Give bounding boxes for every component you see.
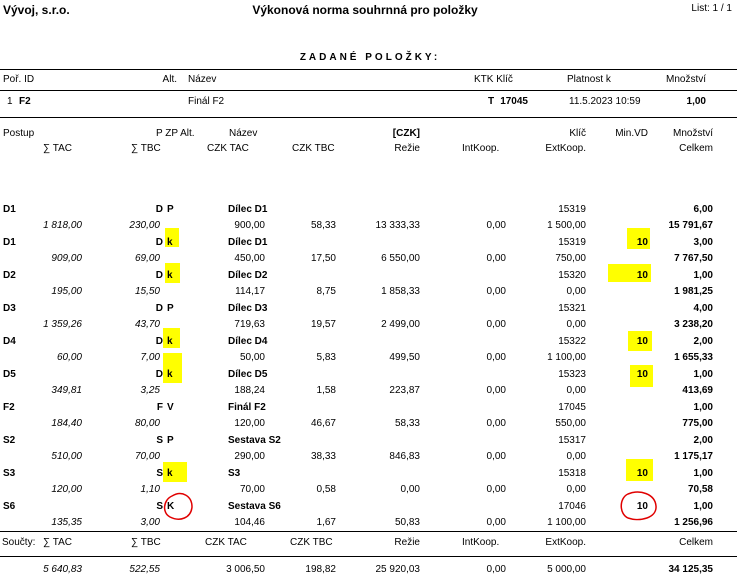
col-rezie: Režie: [394, 143, 420, 154]
row-mnozstvi: 1,00: [693, 468, 713, 479]
row-klic: 15320: [558, 270, 586, 281]
row-intkoop: 0,00: [486, 220, 506, 231]
row-tac: 60,00: [56, 352, 82, 363]
row-nazev: Dílec D2: [228, 270, 268, 281]
row-zp: P: [167, 204, 174, 215]
row-czk-tbc: 38,33: [310, 451, 336, 462]
row-czk-tac: 114,17: [235, 286, 265, 297]
row-zp: k: [167, 270, 173, 281]
row-mnozstvi: 1,00: [693, 402, 713, 413]
row-rezie: 58,33: [394, 418, 420, 429]
row-tbc: 70,00: [134, 451, 160, 462]
row-p: S: [156, 468, 163, 479]
row-extkoop: 1 100,00: [547, 517, 586, 528]
col-ktk-klic: KTK Klíč: [474, 74, 513, 85]
row-tbc: 7,00: [140, 352, 160, 363]
row-czk-tac: 70,00: [239, 484, 265, 495]
col-mnozstvi-detail: Množství: [672, 128, 713, 139]
row-czk-tac: 188,24: [234, 385, 265, 396]
row-celkem: 1 256,96: [674, 517, 713, 528]
totals-tbc: 522,55: [129, 564, 160, 575]
row-p: F: [156, 402, 163, 413]
divider: [0, 531, 737, 532]
col-intkoop: IntKoop.: [462, 143, 500, 154]
row-celkem: 70,58: [687, 484, 713, 495]
col-postup: Postup: [3, 128, 35, 139]
row-zp: K: [167, 501, 175, 512]
totals-czk-tac-label: CZK TAC: [205, 537, 247, 548]
col-nazev-detail: Název: [229, 128, 258, 139]
row-tbc: 1,10: [140, 484, 160, 495]
row-tac: 510,00: [51, 451, 82, 462]
row-klic: 15319: [558, 237, 586, 248]
row-czk-tac: 290,00: [234, 451, 265, 462]
row-czk-tac: 900,00: [234, 220, 265, 231]
row-czk-tbc: 8,75: [316, 286, 336, 297]
row-czk-tac: 450,00: [234, 253, 265, 264]
row-postup: S3: [3, 468, 16, 479]
totals-celkem-label: Celkem: [679, 537, 713, 548]
row-tac: 184,40: [51, 418, 82, 429]
row-klic: 15323: [558, 369, 586, 380]
row-tbc: 230,00: [129, 220, 160, 231]
row-postup: S2: [3, 435, 16, 446]
row-postup: D1: [3, 204, 16, 215]
row-intkoop: 0,00: [486, 484, 506, 495]
row-tac: 349,81: [51, 385, 82, 396]
row-tac: 909,00: [51, 253, 82, 264]
totals-sum-tac-label: ∑ TAC: [43, 537, 72, 548]
row-czk-tac: 104,46: [234, 517, 265, 528]
col-czk-tac: CZK TAC: [207, 143, 249, 154]
row-rezie: 0,00: [400, 484, 420, 495]
row-tac: 135,35: [51, 517, 82, 528]
divider: [0, 117, 737, 118]
totals-rezie: 25 920,03: [375, 564, 420, 575]
item-id: F2: [19, 96, 31, 107]
row-mnozstvi: 1,00: [693, 501, 713, 512]
row-rezie: 13 333,33: [375, 220, 420, 231]
row-zp: P: [167, 435, 174, 446]
totals-sum-tbc-label: ∑ TBC: [131, 537, 161, 548]
totals-czk-tbc: 198,82: [305, 564, 336, 575]
row-extkoop: 1 500,00: [547, 220, 586, 231]
row-p: D: [155, 270, 163, 281]
row-p: S: [156, 501, 163, 512]
row-intkoop: 0,00: [486, 253, 506, 264]
row-czk-tbc: 1,58: [316, 385, 336, 396]
row-celkem: 15 791,67: [668, 220, 713, 231]
row-rezie: 223,87: [389, 385, 420, 396]
row-nazev: Dílec D1: [228, 204, 268, 215]
totals-rezie-label: Režie: [394, 537, 420, 548]
row-extkoop: 1 100,00: [547, 352, 586, 363]
row-nazev: Finál F2: [228, 402, 266, 413]
row-klic: 17045: [558, 402, 586, 413]
col-sum-tbc: ∑ TBC: [131, 143, 161, 154]
row-klic: 15318: [558, 468, 586, 479]
row-nazev: Dílec D1: [228, 237, 268, 248]
item-klic: 17045: [500, 96, 528, 107]
col-czk: [CZK]: [392, 128, 420, 139]
totals-intkoop: 0,00: [486, 564, 506, 575]
row-intkoop: 0,00: [486, 319, 506, 330]
row-mnozstvi: 4,00: [693, 303, 713, 314]
row-postup: D2: [3, 270, 16, 281]
row-extkoop: 750,00: [555, 253, 586, 264]
row-czk-tbc: 1,67: [316, 517, 336, 528]
row-tbc: 3,00: [140, 517, 160, 528]
row-extkoop: 0,00: [566, 319, 586, 330]
row-rezie: 846,83: [389, 451, 420, 462]
row-tac: 1 818,00: [43, 220, 82, 231]
divider: [0, 90, 737, 91]
col-extkoop: ExtKoop.: [545, 143, 586, 154]
col-celkem: Celkem: [679, 143, 713, 154]
row-tbc: 80,00: [134, 418, 160, 429]
row-czk-tbc: 17,50: [310, 253, 336, 264]
col-czk-tbc: CZK TBC: [292, 143, 335, 154]
row-tbc: 15,50: [134, 286, 160, 297]
row-mnozstvi: 1,00: [693, 369, 713, 380]
row-minvd: 10: [636, 369, 648, 380]
totals-czk-tac: 3 006,50: [226, 564, 265, 575]
divider: [0, 556, 737, 557]
totals-label: Součty:: [2, 537, 36, 548]
row-nazev: Sestava S6: [228, 501, 281, 512]
col-p-zp-alt: P ZP Alt.: [156, 128, 195, 139]
row-celkem: 1 655,33: [674, 352, 713, 363]
row-zp: V: [167, 402, 174, 413]
row-mnozstvi: 3,00: [693, 237, 713, 248]
row-czk-tbc: 46,67: [310, 418, 336, 429]
row-p: D: [155, 237, 163, 248]
col-sum-tac: ∑ TAC: [43, 143, 72, 154]
row-zp: k: [167, 336, 173, 347]
row-czk-tbc: 58,33: [310, 220, 336, 231]
row-intkoop: 0,00: [486, 517, 506, 528]
row-tac: 195,00: [51, 286, 82, 297]
row-minvd: 10: [636, 468, 648, 479]
col-platnost: Platnost k: [567, 74, 611, 85]
row-p: S: [156, 435, 163, 446]
row-celkem: 413,69: [682, 385, 713, 396]
row-czk-tbc: 0,58: [316, 484, 336, 495]
row-tbc: 69,00: [134, 253, 160, 264]
row-czk-tac: 120,00: [234, 418, 265, 429]
totals-intkoop-label: IntKoop.: [462, 537, 500, 548]
totals-celkem: 34 125,35: [668, 564, 713, 575]
row-nazev: Dílec D4: [228, 336, 268, 347]
company-name: Vývoj, s.r.o.: [3, 3, 70, 17]
row-extkoop: 0,00: [566, 286, 586, 297]
row-p: D: [155, 369, 163, 380]
row-nazev: Dílec D3: [228, 303, 268, 314]
row-mnozstvi: 2,00: [693, 435, 713, 446]
row-intkoop: 0,00: [486, 286, 506, 297]
row-intkoop: 0,00: [486, 385, 506, 396]
row-czk-tac: 719,63: [234, 319, 265, 330]
row-tbc: 3,25: [140, 385, 160, 396]
row-extkoop: 0,00: [566, 484, 586, 495]
row-czk-tbc: 5,83: [316, 352, 336, 363]
row-klic: 15319: [558, 204, 586, 215]
row-intkoop: 0,00: [486, 352, 506, 363]
item-name: Finál F2: [188, 96, 225, 107]
row-minvd: 10: [636, 501, 648, 512]
col-nazev: Název: [188, 74, 217, 85]
row-klic: 15321: [558, 303, 586, 314]
row-p: D: [155, 303, 163, 314]
row-tac: 1 359,26: [43, 319, 82, 330]
totals-extkoop: 5 000,00: [547, 564, 586, 575]
row-czk-tac: 50,00: [239, 352, 265, 363]
row-minvd: 10: [636, 237, 648, 248]
col-alt: Alt.: [162, 74, 177, 85]
row-postup: F2: [3, 402, 15, 413]
row-p: D: [155, 336, 163, 347]
row-extkoop: 550,00: [555, 418, 586, 429]
totals-czk-tbc-label: CZK TBC: [290, 537, 333, 548]
row-postup: D1: [3, 237, 16, 248]
item-por: 1: [7, 96, 13, 107]
totals-tac: 5 640,83: [43, 564, 82, 575]
item-platnost: 11.5.2023 10:59: [569, 96, 641, 107]
row-rezie: 1 858,33: [381, 286, 420, 297]
row-klic: 17046: [558, 501, 586, 512]
row-zp: P: [167, 303, 174, 314]
col-mnozstvi: Množství: [665, 74, 706, 85]
row-celkem: 775,00: [682, 418, 713, 429]
row-postup: S6: [3, 501, 16, 512]
page-number: List: 1 / 1: [691, 3, 732, 14]
row-tbc: 43,70: [134, 319, 160, 330]
row-nazev: S3: [228, 468, 241, 479]
row-mnozstvi: 6,00: [693, 204, 713, 215]
row-postup: D4: [3, 336, 16, 347]
col-por-id: Poř. ID: [3, 74, 35, 85]
row-zp: k: [167, 369, 173, 380]
row-czk-tbc: 19,57: [310, 319, 336, 330]
row-intkoop: 0,00: [486, 418, 506, 429]
row-zp: k: [167, 468, 173, 479]
row-celkem: 3 238,20: [674, 319, 713, 330]
row-minvd: 10: [636, 336, 648, 347]
item-mnozstvi: 1,00: [686, 96, 706, 107]
row-zp: k: [167, 237, 173, 248]
divider: [0, 69, 737, 70]
row-mnozstvi: 1,00: [693, 270, 713, 281]
row-rezie: 499,50: [389, 352, 420, 363]
item-ktk: T: [488, 96, 495, 107]
row-extkoop: 0,00: [566, 385, 586, 396]
row-rezie: 6 550,00: [381, 253, 420, 264]
row-extkoop: 0,00: [566, 451, 586, 462]
row-tac: 120,00: [51, 484, 82, 495]
report-title: Výkonová norma souhrnná pro položky: [252, 3, 478, 17]
row-rezie: 2 499,00: [381, 319, 420, 330]
section-title: ZADANÉ POLOŽKY:: [299, 52, 441, 63]
row-intkoop: 0,00: [486, 451, 506, 462]
row-p: D: [155, 204, 163, 215]
row-postup: D5: [3, 369, 16, 380]
col-klic: Klíč: [569, 128, 586, 139]
row-rezie: 50,83: [394, 517, 420, 528]
row-celkem: 1 175,17: [674, 451, 713, 462]
row-celkem: 1 981,25: [674, 286, 713, 297]
row-mnozstvi: 2,00: [693, 336, 713, 347]
row-klic: 15322: [558, 336, 586, 347]
row-nazev: Sestava S2: [228, 435, 281, 446]
row-klic: 15317: [558, 435, 586, 446]
totals-extkoop-label: ExtKoop.: [545, 537, 586, 548]
row-postup: D3: [3, 303, 16, 314]
row-nazev: Dílec D5: [228, 369, 268, 380]
row-minvd: 10: [636, 270, 648, 281]
col-minvd: Min.VD: [615, 128, 648, 139]
row-celkem: 7 767,50: [674, 253, 713, 264]
